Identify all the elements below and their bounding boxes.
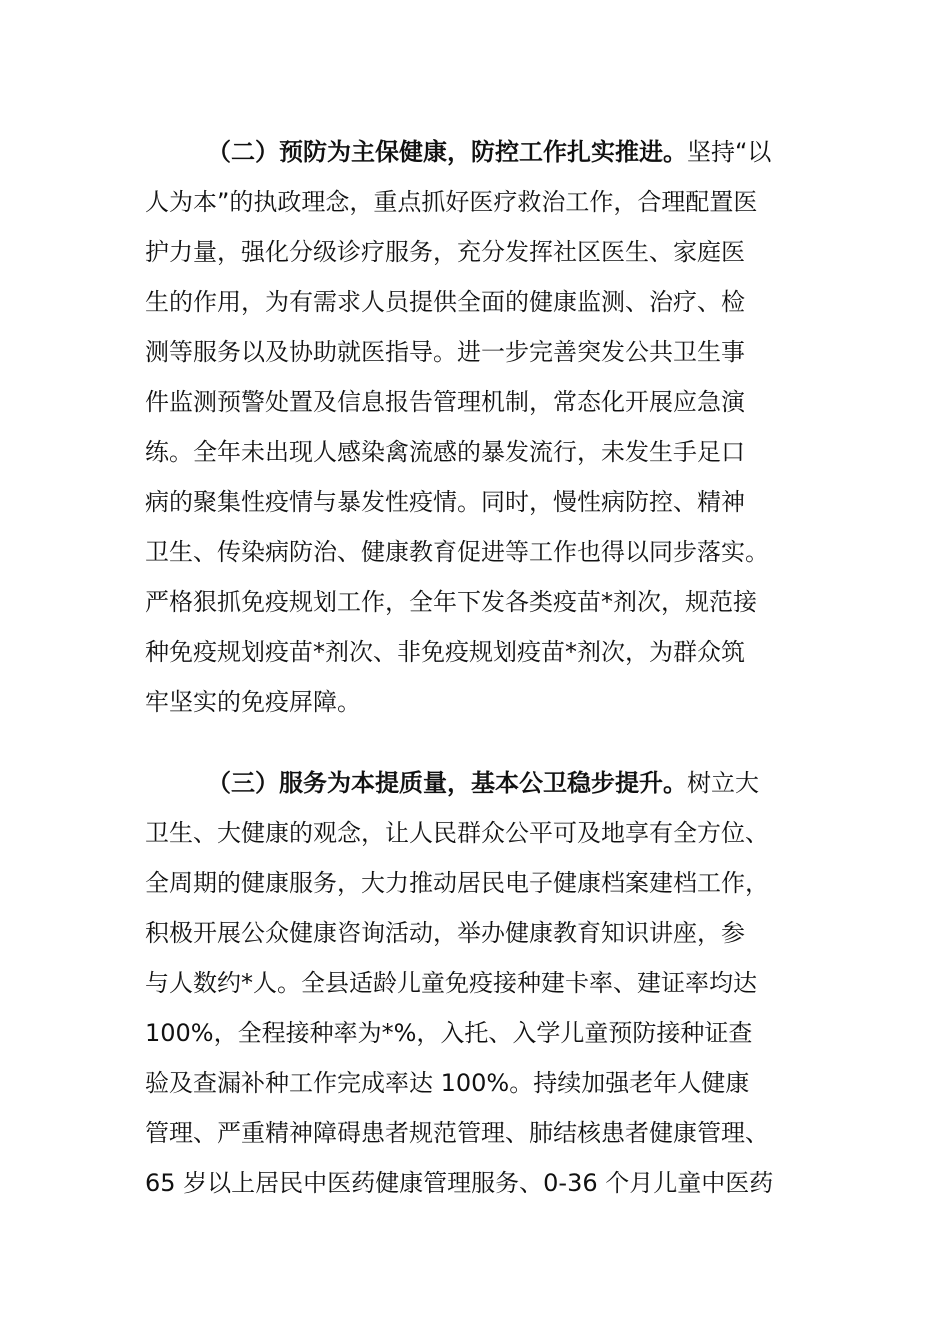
section-2-line-11: 种免疫规划疫苗*剂次、非免疫规划疫苗*剂次，为群众筑: [145, 638, 745, 666]
section-3-line-9: 65 岁以上居民中医药健康管理服务、0-36 个月儿童中医药: [145, 1169, 774, 1197]
section-3-line-1: [145, 758, 815, 808]
section-3-line-3: 全周期的健康服务，大力推动居民电子健康档案建档工作，: [145, 869, 769, 897]
section-2-paragraph: [145, 127, 815, 727]
section-3-line-4: 积极开展公众健康咨询活动，举办健康教育知识讲座，参: [145, 919, 745, 947]
section-2-line-10: 严格狠抓免疫规划工作，全年下发各类疫苗*剂次，规范接: [145, 588, 757, 616]
section-2-line-8: 病的聚集性疫情与暴发性疫情。同时，慢性病防控、精神: [145, 488, 745, 516]
section-3-line-8: 管理、严重精神障碍患者规范管理、肺结核患者健康管理、: [145, 1119, 769, 1147]
section-2-heading: （二）预防为主保健康，防控工作扎实推进。: [207, 138, 687, 166]
section-2-line-6: 件监测预警处置及信息报告管理机制，常态化开展应急演: [145, 388, 745, 416]
section-2-line-5: 测等服务以及协助就医指导。进一步完善突发公共卫生事: [145, 338, 745, 366]
section-3-line-5: 与人数约*人。全县适龄儿童免疫接种建卡率、建证率均达: [145, 969, 757, 997]
section-2-line-9: 卫生、传染病防治、健康教育促进等工作也得以同步落实。: [145, 538, 769, 566]
section-2-line-12: 牢坚实的免疫屏障。: [145, 688, 361, 716]
section-2-line-2: 人为本”的执政理念，重点抓好医疗救治工作，合理配置医: [145, 188, 758, 216]
section-2-line-7: 练。全年未出现人感染禽流感的暴发流行，未发生手足口: [145, 438, 745, 466]
section-3-line-2: 卫生、大健康的观念，让人民群众公平可及地享有全方位、: [145, 819, 769, 847]
section-3-heading: （三）服务为本提质量，基本公卫稳步提升。: [207, 769, 687, 797]
section-2-line-4: 生的作用，为有需求人员提供全面的健康监测、治疗、检: [145, 288, 745, 316]
section-2-line-1: [145, 127, 815, 177]
section-2-line-1-text: 坚持“以: [687, 138, 772, 166]
section-3-line-6: 100%，全程接种率为*%，入托、入学儿童预防接种证查: [145, 1019, 753, 1047]
section-2-line-3: 护力量，强化分级诊疗服务，充分发挥社区医生、家庭医: [145, 238, 745, 266]
section-3-paragraph: [145, 758, 815, 1208]
section-3-line-1-text: 树立大: [687, 769, 759, 797]
section-3-line-7: 验及查漏补种工作完成率达 100%。持续加强老年人健康: [145, 1069, 750, 1097]
